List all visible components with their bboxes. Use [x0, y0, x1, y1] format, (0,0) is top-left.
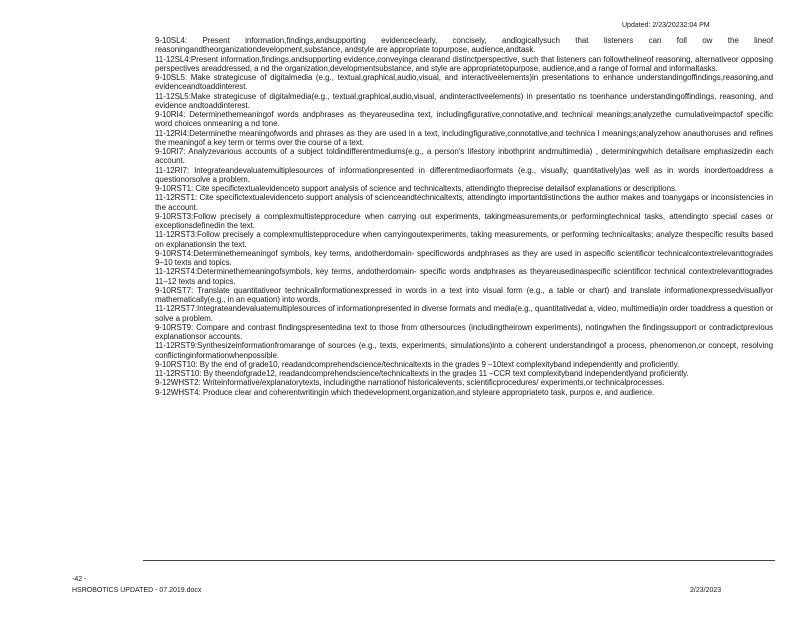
standard-entry: 9-10RST1: Cite specifictextualevidenceto support analysis of science and technicaltexts, attendingto theprecise detailsof explanations or descriptions. [155, 184, 678, 193]
footer-divider [143, 560, 775, 561]
standard-entry: 9-12WHST4: Produce clear and coherentwritingin which thedevelopment,organization,and styleare appropriateto task, purpos e, and audience. [155, 387, 655, 397]
footer-date: 2/23/2023 [690, 587, 722, 594]
standard-entry: 9-10SL4: Present information,findings,andsupporting evidenceclearly, concisely, andlogicallysuch that listeners can foll ow the lineof reasoningandtheorganizationdevelopment,substance, andstyle are appropriate topurpose, audience,andtask. [155, 36, 773, 55]
page-number: -42 - [72, 576, 87, 583]
standards-list [155, 36, 773, 556]
standard-entry: 11-12RST9:Synthesizeinformationfromarange of sources (e.g., texts, experiments, simulations)into a coherent understandingof a process, phenomenon,or concept, resolving conflictinginformationwhenpossible. [155, 341, 773, 360]
standard-entry: 11-12RST7:Integrateandevaluatemultiplesources of informationpresented in diverse formats and media(e.g., quantitativedat a, video, multimedia)in order toaddress a question or solve a problem. [155, 304, 773, 323]
standard-entry: 11-12RST10: By theendofgrade12, readandcomprehendscience/technicaltexts in the grades 11 –CCR text complexityband independentlyand proficiently. [155, 369, 689, 378]
standard-entry: 11-12RST3:Follow precisely a complexmultistepprocedure when carryingoutexperiments, taking measurements, or performing technicaltasks; analyze thespecific results based on explanationsin the text. [155, 230, 773, 249]
standard-entry: 9-10RST9: Compare and contrast findingspresentedina text to those from othersources (includingtheirown experiments), notingwhen the findingssupport or contradictprevious explanationsor accounts. [155, 322, 773, 341]
standard-entry: 9-10RST3:Follow precisely a complexmultistepprocedure when carrying out experiments, takingmeasurements,or performingtechnical tasks, attendingto special cases or exceptionsdefinedin the text. [155, 211, 773, 230]
standard-entry: 11-12SL5:Make strategicuse of digitalmedia(e.g., textual,graphical,audio,visual, andinteractiveelements) in presentatio ns toenhance understandingoffindings, reasoning, and evidence andtoaddinterest. [155, 91, 773, 110]
standard-entry: 11-12RI4:Determinethe meaningofwords and phrases as they are used in a text, includingfigurative,connotative,and technica l meanings;analyzehow anauthoruses and refines the meaningof a key term or terms over the course of a text. [155, 128, 773, 147]
standard-entry: 11-12SL4:Present information,findings,andsupporting evidence,conveyinga clearand distinctperspective, such that listeners can followthelineof reasoning, alternativeor opposing perspectives areaddressed, a nd the organization,developmentsubstance, and style are appropriatetopurpose, audience,and a range of formal and informaltasks. [155, 54, 773, 73]
standard-entry: 11-12RI7: Integrateandevaluatemultiplesources of informationpresented in differentmediaorformats (e.g., visually, quantitatively)as well as in words inordertoaddress a questionorsolve a problem. [155, 165, 773, 184]
standard-entry: 9-10RST10: By the end of grade10, readandcomprehendscience/technicaltexts in the grades 9 –10text complexityband independently and proficiently. [155, 359, 680, 369]
standard-entry: 9-10SL5: Make strategicuse of digitalmedia (e.g., textual,graphical,audio,visual, and interactiveelements)in presentations to enhance understandingoffindings,reasoning,and evidenceandtoaddinterest. [155, 73, 773, 92]
standard-entry: 9-10RI4: Determinethemeaningof words andphrases as theyareusedina text, includingfigurative,connotative,and technical meanings;analyzethe cumulativeimpactof specific word choices onmeaning a nd tone. [155, 110, 773, 129]
standard-entry: 9-10RST7: Translate quantitativeor technicalinformationexpressed in words in a text into visual form (e.g., a table or chart) and translate informationexpressedvisuallyor mathematically(e.g., in an equation) into words. [155, 285, 773, 304]
updated-timestamp: Updated: 2/23/20232:04 PM [622, 22, 710, 29]
standard-entry: 9-10RI7: Analyzevarious accounts of a subject toldindifferentmediums(e.g., a person's lifestory inbothprint andmultimedia) , determiningwhich detailsare emphasizedin each account. [155, 147, 773, 166]
standard-entry: 11-12RST1: Cite specifictextualevidenceto support analysis of scienceandtechnicaltexts, attendingto importantdistinctions the author makes and toanygaps or inconsistencies in the account. [155, 193, 773, 212]
footer-filename: HSROBOTICS UPDATED - 07.2019.docx [72, 587, 202, 594]
standard-entry: 9-12WHST2: Writeinformative/explanatorytexts, includingthe narrationof historicalevents, scientificprocedures/ experiments,or technicalprocesses. [155, 378, 665, 388]
standard-entry: 9-10RST4:Determinethemeaningof symbols, key terms, andotherdomain- specificwords andphrases as they are used in aspecific scientificor technicalcontextrelevanttogrades 9–10 texts and topics. [155, 248, 773, 267]
standard-entry: 11-12RST4:Determinethemeaningofsymbols, key terms, andotherdomain- specific words andphrases as theyareusedinaspecific scientificor technical contextrelevanttogrades 11–12 texts and topics. [155, 267, 773, 286]
